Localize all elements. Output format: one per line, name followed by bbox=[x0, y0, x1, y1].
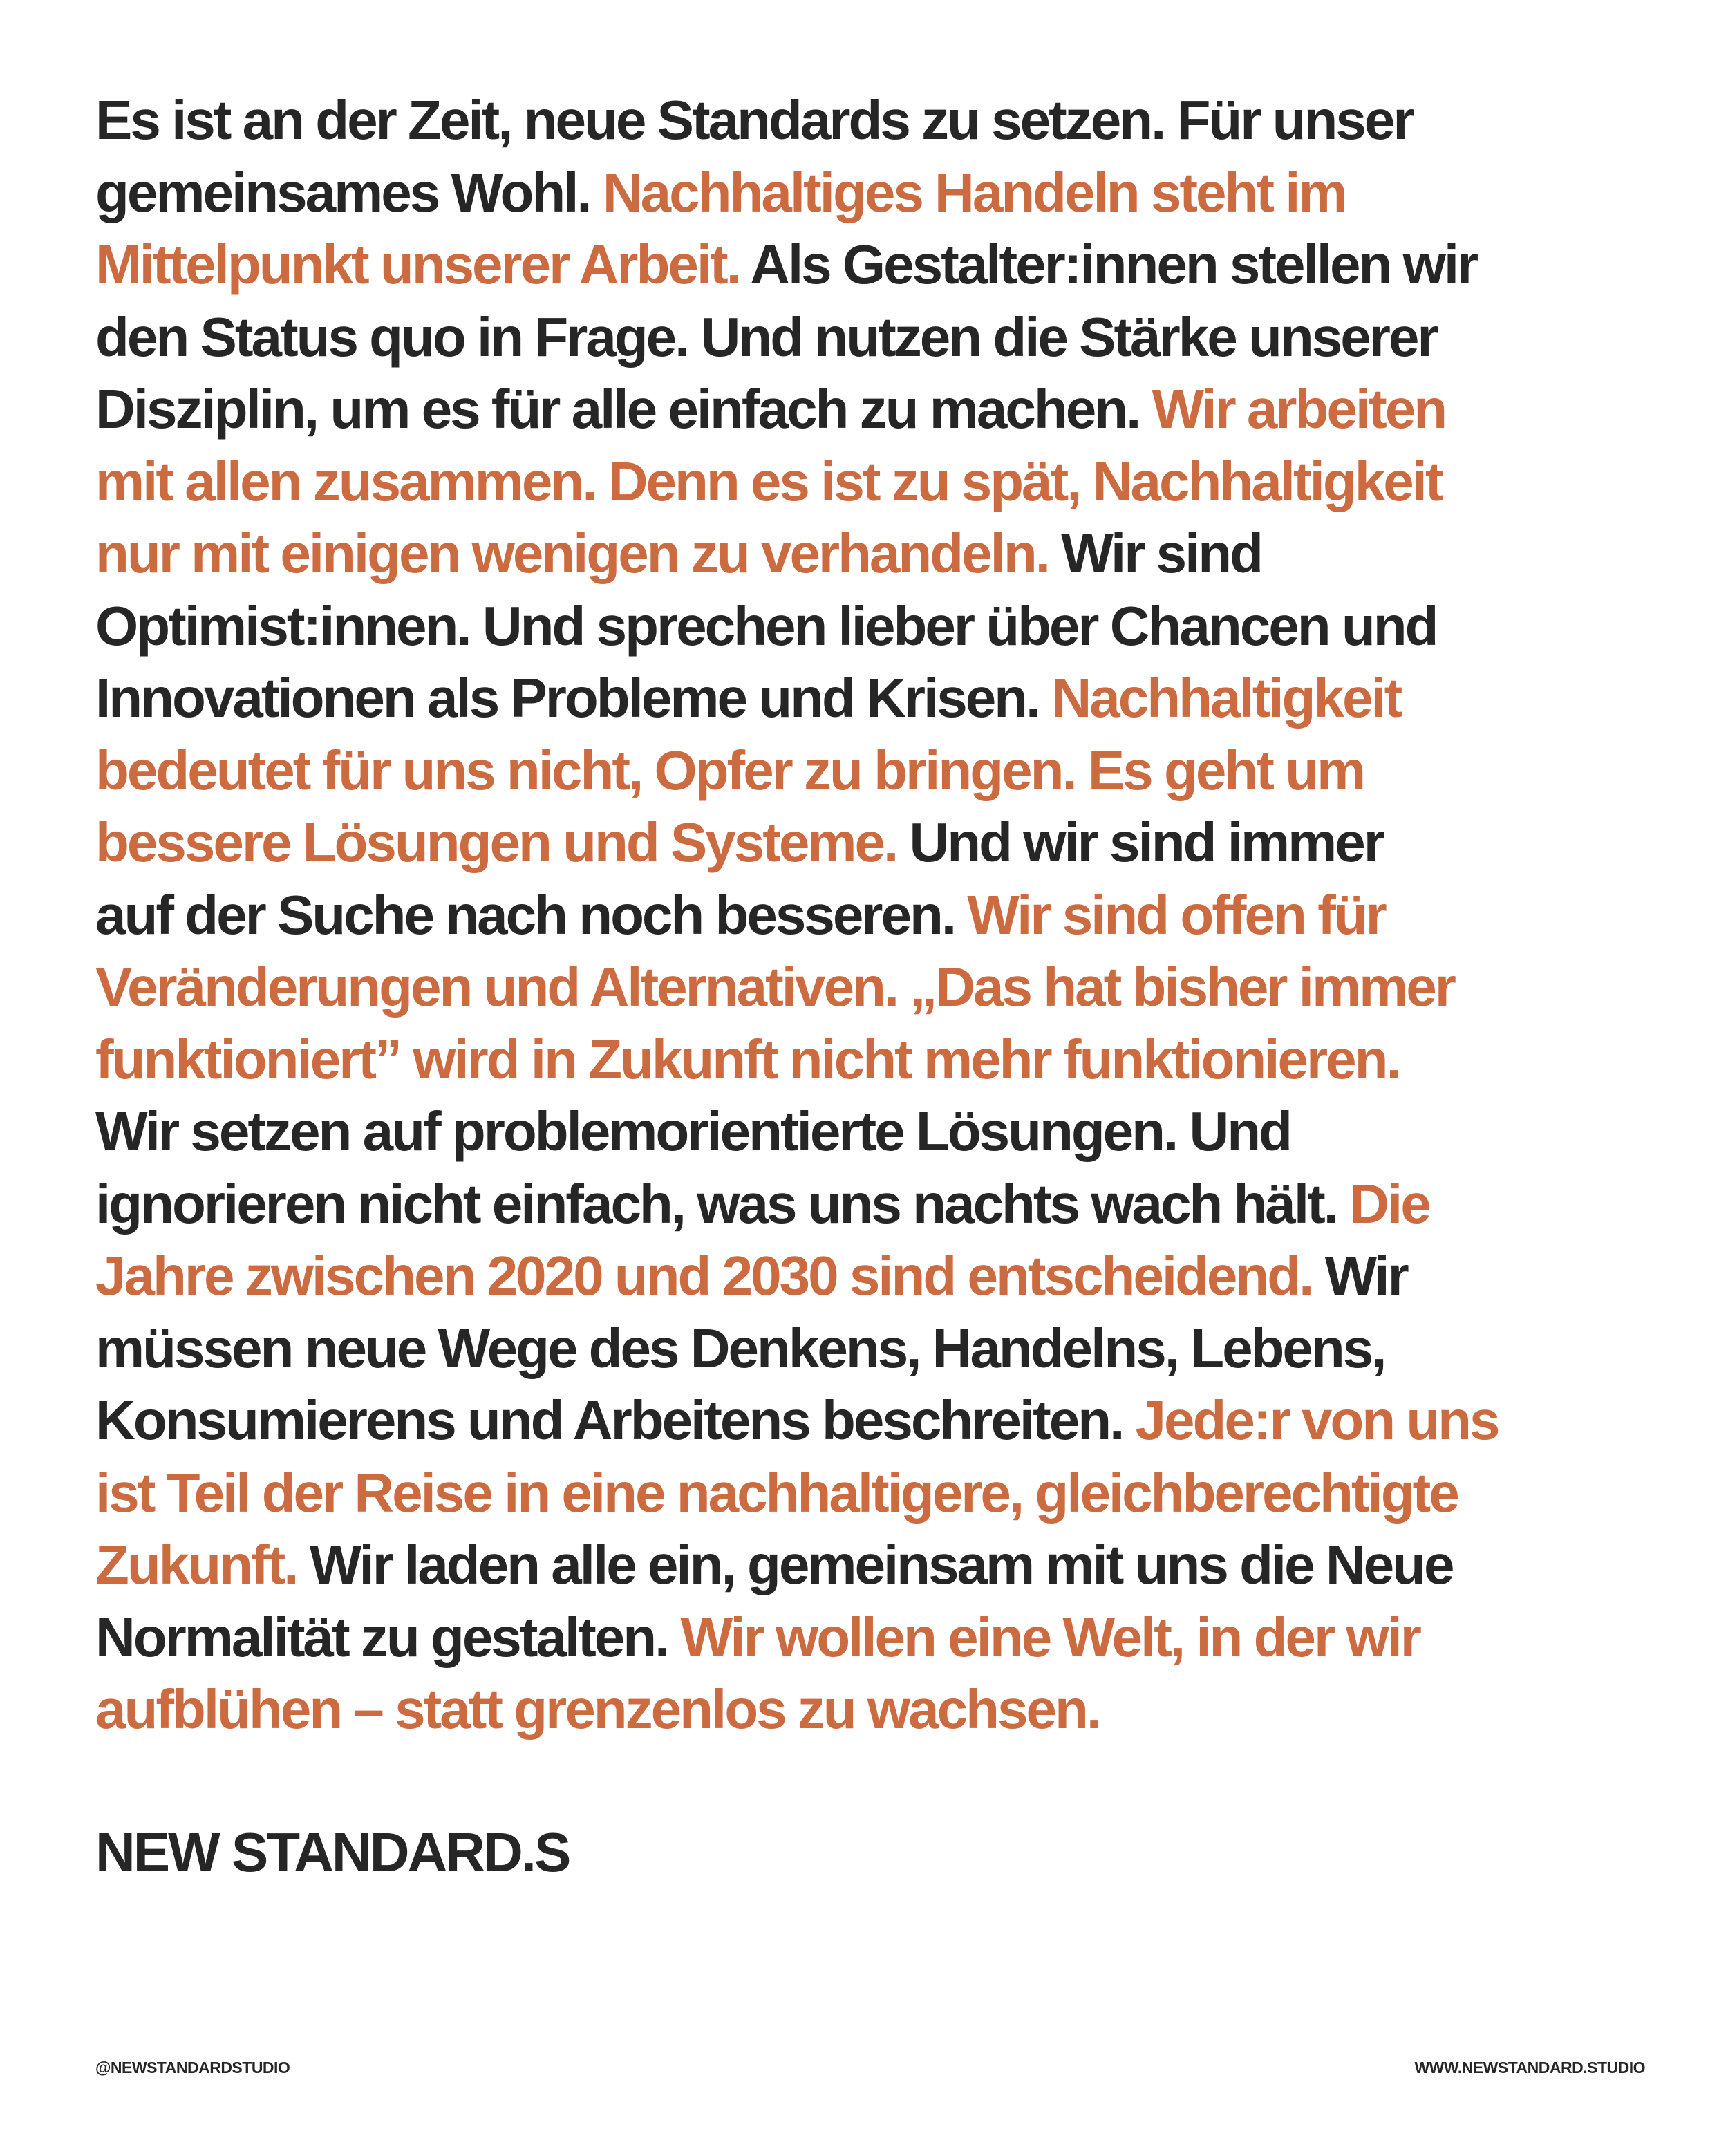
manifesto-segment: Disziplin, um es für alle einfach zu machen. bbox=[95, 378, 1152, 440]
manifesto-segment: Wir sind bbox=[1048, 523, 1262, 584]
manifesto-highlight: mit allen zusammen. Denn es ist zu spät, Nachhaltigkeit bbox=[95, 450, 1442, 512]
manifesto-line bbox=[95, 446, 1651, 518]
manifesto-line bbox=[95, 1674, 1651, 1746]
social-handle[interactable]: @NEWSTANDARDSTUDIO bbox=[95, 2059, 290, 2077]
manifesto-highlight: Wir arbeiten bbox=[1152, 378, 1446, 440]
manifesto-line bbox=[95, 951, 1651, 1024]
manifesto-line bbox=[95, 1313, 1651, 1385]
manifesto-segment: ignorieren nicht einfach, was uns nachts wach hält. bbox=[95, 1172, 1350, 1235]
manifesto-segment: Als Gestalter:innen stellen wir bbox=[739, 234, 1477, 295]
manifesto-line bbox=[95, 1240, 1651, 1313]
manifesto-line bbox=[95, 301, 1651, 374]
manifesto-highlight: Nachhaltigkeit bbox=[1051, 667, 1401, 729]
manifesto-segment: Konsumierens und Arbeitens beschreiten. bbox=[95, 1389, 1136, 1451]
manifesto-segment: Es ist an der Zeit, neue Standards zu setzen. Für unser bbox=[95, 89, 1413, 151]
manifesto-highlight: Zukunft. bbox=[95, 1534, 297, 1595]
manifesto-line bbox=[95, 518, 1651, 590]
manifesto-segment: gemeinsames Wohl. bbox=[95, 161, 603, 223]
manifesto-segment: Wir laden alle ein, gemeinsam mit uns die Neue bbox=[297, 1534, 1453, 1595]
manifesto-highlight: Die bbox=[1349, 1172, 1429, 1235]
manifesto-highlight: bessere Lösungen und Systeme. bbox=[95, 812, 897, 873]
manifesto-line bbox=[95, 1168, 1651, 1241]
manifesto-highlight: Mittelpunkt unserer Arbeit. bbox=[95, 234, 740, 295]
manifesto-line bbox=[95, 1385, 1651, 1457]
manifesto-line bbox=[95, 1024, 1651, 1096]
manifesto-segment: den Status quo in Frage. Und nutzen die Stärke unserer bbox=[95, 306, 1437, 368]
manifesto-line bbox=[95, 157, 1651, 229]
manifesto-line bbox=[95, 1602, 1651, 1674]
brand-name: NEW STANDARD.S bbox=[95, 1821, 570, 1883]
manifesto-line bbox=[95, 879, 1651, 952]
manifesto-highlight: Wir wollen eine Welt, in der wir bbox=[680, 1606, 1420, 1668]
manifesto-segment: Und wir sind immer bbox=[896, 812, 1383, 873]
manifesto-segment: Innovationen als Probleme und Krisen. bbox=[95, 667, 1052, 729]
manifesto-segment: Wir bbox=[1312, 1245, 1407, 1306]
manifesto-highlight: Wir sind offen für bbox=[967, 883, 1385, 946]
manifesto-segment: Wir setzen auf problemorientierte Lösungen. Und bbox=[95, 1100, 1290, 1162]
manifesto-text bbox=[95, 84, 1651, 1746]
manifesto-line bbox=[95, 662, 1651, 735]
manifesto-highlight: aufblühen – statt grenzenlos zu wachsen. bbox=[95, 1678, 1100, 1740]
manifesto-line bbox=[95, 1457, 1651, 1530]
manifesto-highlight: ist Teil der Reise in eine nachhaltigere, gleichberechtigte bbox=[95, 1461, 1458, 1524]
manifesto-line bbox=[95, 807, 1651, 879]
website-link[interactable]: WWW.NEWSTANDARD.STUDIO bbox=[1414, 2059, 1645, 2077]
manifesto-segment: Optimist:innen. Und sprechen lieber über Chancen und bbox=[95, 594, 1437, 657]
manifesto-highlight: bedeutet für uns nicht, Opfer zu bringen. Es geht um bbox=[95, 739, 1364, 801]
manifesto-line bbox=[95, 1529, 1651, 1602]
manifesto-highlight: Veränderungen und Alternativen. „Das hat bisher immer bbox=[95, 956, 1454, 1018]
manifesto-highlight: Jahre zwischen 2020 und 2030 sind entscheidend. bbox=[95, 1245, 1313, 1306]
manifesto-line bbox=[95, 1096, 1651, 1168]
manifesto-line bbox=[95, 373, 1651, 446]
manifesto-line bbox=[95, 84, 1651, 157]
manifesto-highlight: funktioniert” wird in Zukunft nicht mehr funktionieren. bbox=[95, 1028, 1400, 1090]
manifesto-highlight: Jede:r von uns bbox=[1135, 1389, 1499, 1451]
manifesto-segment: Normalität zu gestalten. bbox=[95, 1606, 681, 1668]
manifesto-line bbox=[95, 590, 1651, 663]
manifesto-highlight: Nachhaltiges Handeln steht im bbox=[602, 161, 1346, 223]
manifesto-line bbox=[95, 735, 1651, 807]
manifesto-segment: müssen neue Wege des Denkens, Handelns, Lebens, bbox=[95, 1317, 1385, 1379]
manifesto-highlight: nur mit einigen wenigen zu verhandeln. bbox=[95, 523, 1049, 584]
manifesto-segment: auf der Suche nach noch besseren. bbox=[95, 883, 968, 946]
manifesto-line bbox=[95, 229, 1651, 301]
